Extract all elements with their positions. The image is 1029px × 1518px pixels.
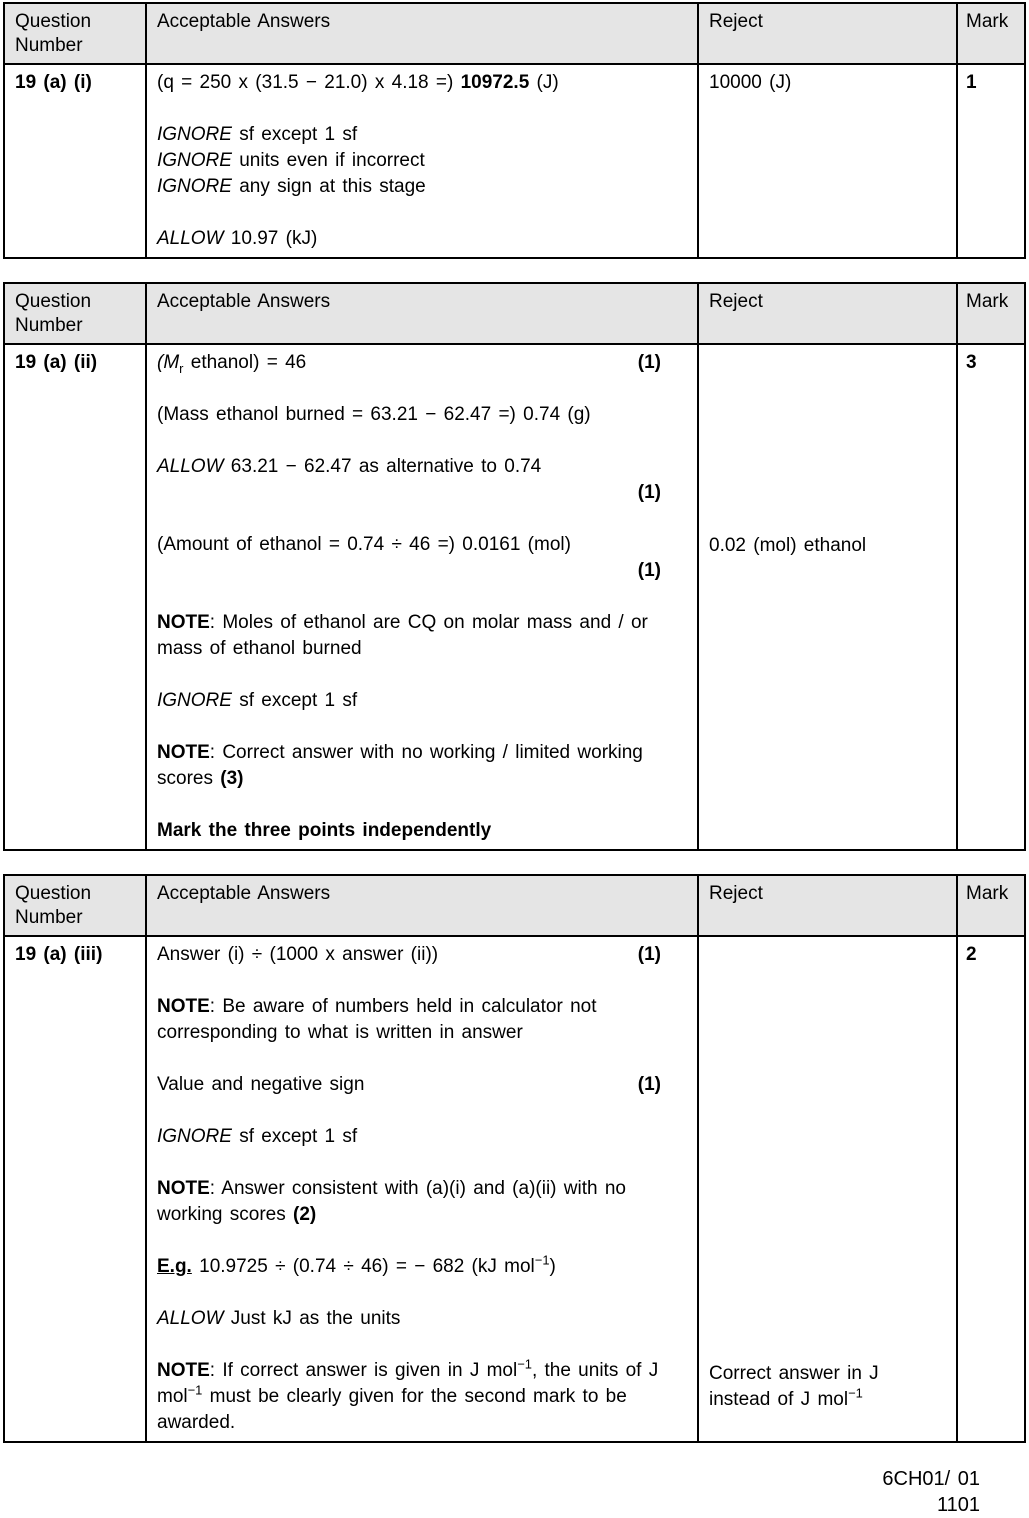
text-line: ALLOW 63.21 − 62.47 as alternative to 0.74	[157, 456, 542, 477]
text-line	[157, 1046, 661, 1072]
text-line: 10000 (J)	[709, 72, 792, 93]
table-body-row	[5, 345, 1024, 849]
table-header-row	[5, 284, 1024, 345]
text-line	[157, 1332, 661, 1358]
table-header-row	[5, 876, 1024, 937]
text-line: (Mass ethanol burned = 63.21 − 62.47 =) 0.74 (g)	[157, 404, 591, 425]
column-header-acceptable-answers: Acceptable Answers	[147, 284, 699, 343]
column-header-mark: Mark	[966, 291, 1009, 312]
mark-cell: 2	[966, 944, 977, 965]
text-line: NOTE: Correct answer with no working / limited working scores (3)	[157, 742, 643, 789]
text-line	[157, 480, 661, 506]
text-line: NOTE: Answer consistent with (a)(i) and (a)(ii) with no working scores (2)	[157, 1178, 626, 1225]
text-line	[157, 584, 661, 610]
text-line: E.g. 10.9725 ÷ (0.74 ÷ 46) = − 682 (kJ mol$^{-1}$)	[157, 1252, 556, 1277]
column-header-question-number: Question Number	[5, 284, 147, 343]
text-line	[157, 428, 661, 454]
column-header-reject: Reject	[699, 4, 958, 63]
mark-cell: 1	[966, 72, 977, 93]
reject-cell	[699, 345, 958, 849]
table-body-row	[5, 937, 1024, 1441]
text-line: Mark the three points independently	[157, 820, 492, 841]
table-body-row	[5, 65, 1024, 257]
marking-point-value: (1)	[637, 1074, 661, 1095]
column-header-reject: Reject	[699, 876, 958, 935]
question-number-cell: 19 (a) (iii)	[5, 937, 147, 1441]
text-line	[157, 1150, 661, 1176]
text-line: 0.02 (mol) ethanol	[709, 535, 867, 556]
acceptable-answers-cell	[147, 65, 699, 257]
mark-cell: 3	[966, 352, 977, 373]
text-line	[157, 1098, 661, 1124]
text-line	[157, 200, 661, 226]
marking-point-value: (1)	[637, 482, 661, 503]
question-number-cell: 19 (a) (ii)	[5, 345, 147, 849]
mark-scheme-table-19aii	[3, 282, 1026, 851]
text-line: ALLOW 10.97 (kJ)	[157, 228, 318, 249]
column-header-acceptable-answers: Acceptable Answers	[147, 876, 699, 935]
text-line	[157, 506, 661, 532]
reject-cell	[699, 65, 958, 257]
text-line: IGNORE sf except 1 sf	[157, 1126, 358, 1147]
reject-cell	[699, 937, 958, 1441]
text-line: IGNORE sf except 1 sf	[157, 124, 358, 145]
text-line: Value and negative sign (1)	[157, 1072, 661, 1098]
text-line: IGNORE any sign at this stage	[157, 176, 426, 197]
paper-code: 6CH01/ 01	[882, 1468, 980, 1490]
text-line	[157, 376, 661, 402]
acceptable-answers-cell	[147, 345, 699, 849]
text-line	[157, 792, 661, 818]
column-header-mark: Mark	[966, 11, 1009, 32]
column-header-reject: Reject	[699, 284, 958, 343]
text-line	[157, 968, 661, 994]
text-line	[157, 1280, 661, 1306]
text-line: IGNORE sf except 1 sf	[157, 690, 358, 711]
text-line: (q = 250 x (31.5 − 21.0) x 4.18 =) 10972.5 (J)	[157, 72, 559, 93]
acceptable-answers-cell	[147, 937, 699, 1441]
text-line: NOTE: Moles of ethanol are CQ on molar mass and / or mass of ethanol burned	[157, 612, 648, 659]
question-number-cell: 19 (a) (i)	[5, 65, 147, 257]
marking-point-value: (1)	[637, 352, 661, 373]
column-header-question-number: Question Number	[5, 4, 147, 63]
column-header-acceptable-answers: Acceptable Answers	[147, 4, 699, 63]
table-header-row	[5, 4, 1024, 65]
session-code: 1101	[936, 1494, 980, 1516]
text-line: Correct answer in J instead of J mol$^{-1}$	[709, 1363, 879, 1410]
text-line	[157, 1228, 661, 1254]
mark-scheme-table-19aiii	[3, 874, 1026, 1443]
column-header-mark: Mark	[966, 883, 1009, 904]
text-line	[157, 558, 661, 584]
text-line: NOTE: Be aware of numbers held in calculator not corresponding to what is written in answer	[157, 996, 597, 1043]
text-line	[157, 662, 661, 688]
marking-point-value: (1)	[637, 560, 661, 581]
text-line: IGNORE units even if incorrect	[157, 150, 425, 171]
text-line: (Amount of ethanol = 0.74 ÷ 46 =) 0.0161 (mol)	[157, 534, 571, 555]
text-line: Answer (i) ÷ (1000 x answer (ii)) (1)	[157, 942, 661, 968]
mark-scheme-table-19ai	[3, 2, 1026, 259]
column-header-question-number: Question Number	[5, 876, 147, 935]
marking-point-value: (1)	[637, 944, 661, 965]
text-line	[157, 714, 661, 740]
text-line	[157, 96, 661, 122]
text-line: ALLOW Just kJ as the units	[157, 1308, 401, 1329]
text-line: ($M_r$ ethanol) = 46 (1)	[157, 352, 661, 376]
page-footer	[3, 1466, 1026, 1518]
text-line: NOTE: If correct answer is given in J mol$^{-1}$, the units of J mol$^{-1}$ must be clearly given for the second mark to be awarded.	[157, 1356, 659, 1433]
